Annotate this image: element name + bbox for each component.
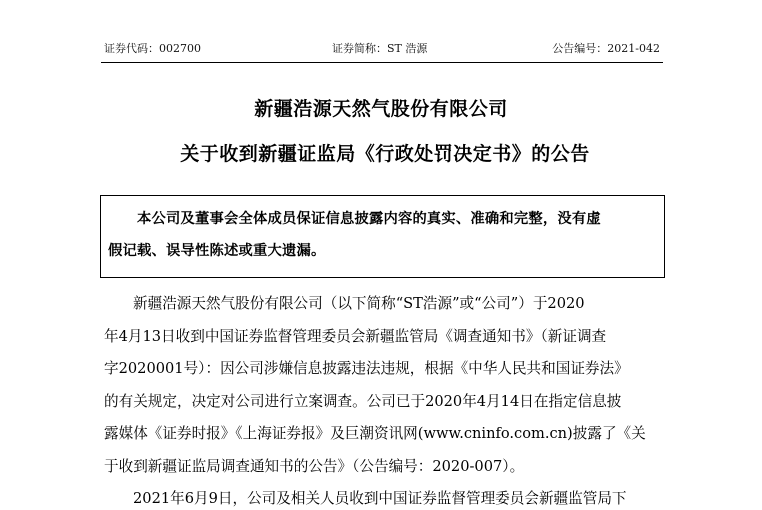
- paragraph-line: 的有关规定，决定对公司进行立案调查。公司已于2020年4月14日在指定信息披: [104, 392, 622, 410]
- page-header: [104, 41, 660, 57]
- stock-code: 证券代码：002700: [104, 42, 201, 55]
- disclaimer-line: 本公司及董事会全体成员保证信息披露内容的真实、准确和完整，没有虚: [137, 211, 601, 227]
- paragraph-line: 字2020001号）：因公司涉嫌信息披露违法违规，根据《中华人民共和国证券法》: [104, 360, 629, 377]
- company-name: 新疆浩源天然气股份有限公司: [254, 98, 508, 120]
- disclaimer-line: 假记载、误导性陈述或重大遗漏。: [108, 243, 326, 259]
- paragraph-line: 新疆浩源天然气股份有限公司（以下简称“ST浩源”或“公司”）于2020: [133, 295, 585, 312]
- disclaimer-box: [100, 195, 665, 278]
- paragraph-line: 年4月13日收到中国证券监督管理委员会新疆监管局《调查通知书》（新证调查: [104, 327, 607, 345]
- announcement-number: 公告编号：2021-042: [552, 42, 660, 55]
- paragraph-2: [104, 483, 662, 510]
- paragraph-line: 于收到新疆证监局调查通知书的公告》（公告编号：2020-007）。: [104, 457, 525, 475]
- disclaimer-text: [108, 203, 656, 267]
- paragraph-line: 2021年6月9日，公司及相关人员收到中国证券监督管理委员会新疆监管局下: [133, 490, 627, 507]
- paragraph-line: 露媒体《证券时报》《上海证券报》及巨潮资讯网(www.cninfo.com.cn)披露了《关: [104, 425, 646, 442]
- paragraph-1: [104, 288, 662, 483]
- announcement-title: 关于收到新疆证监局《行政处罚决定书》的公告: [180, 143, 590, 165]
- header-divider: [101, 62, 663, 63]
- stock-abbreviation: 证券简称：ST 浩源: [332, 42, 428, 55]
